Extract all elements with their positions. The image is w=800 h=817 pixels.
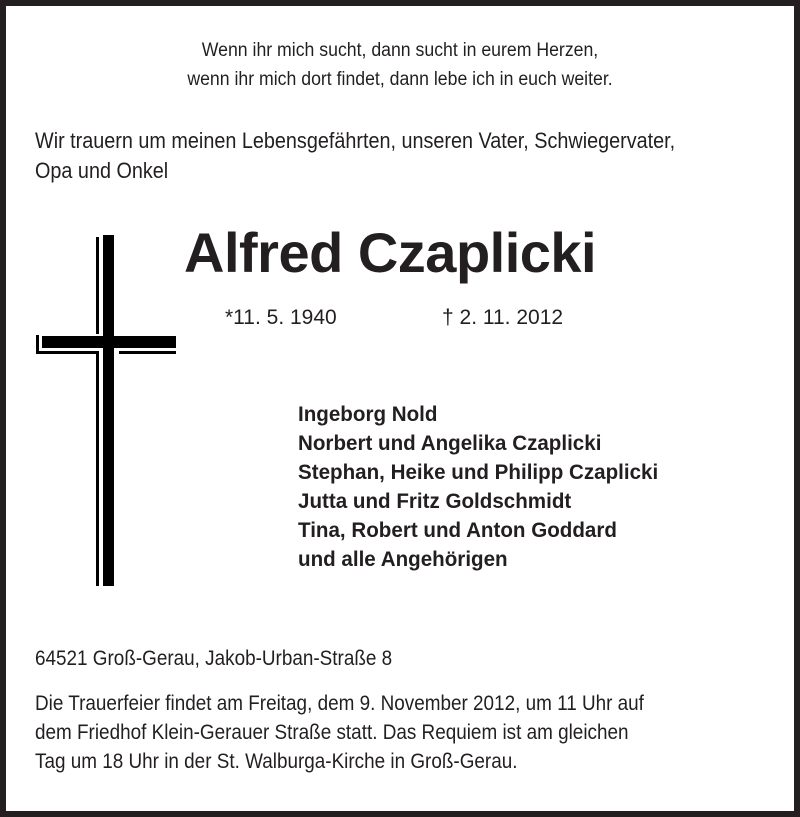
- mourner: Norbert und Angelika Czaplicki: [298, 432, 602, 455]
- motto-line: wenn ihr mich dort findet, dann lebe ich in euch weiter.: [187, 69, 613, 90]
- mourner: Jutta und Fritz Goldschmidt: [298, 490, 572, 513]
- ceremony-line: dem Friedhof Klein-Gerauer Straße statt. Das Requiem ist am gleichen: [35, 721, 629, 744]
- cross-icon: [6, 6, 206, 606]
- death-date: † 2. 11. 2012: [442, 306, 564, 329]
- mourner: Ingeborg Nold: [298, 403, 438, 426]
- birth-date: *11. 5. 1940: [225, 306, 337, 329]
- intro-line: Wir trauern um meinen Lebensgefährten, unseren Vater, Schwiegervater,: [35, 128, 676, 153]
- mourners-list: [298, 400, 666, 574]
- deceased-name: Alfred Czaplicki: [184, 221, 597, 284]
- mourner: Stephan, Heike und Philipp Czaplicki: [298, 461, 659, 484]
- obituary-notice: [6, 6, 794, 811]
- intro-line: Opa und Onkel: [35, 158, 169, 183]
- mourner: Tina, Robert und Anton Goddard: [298, 519, 617, 542]
- ceremony-line: Tag um 18 Uhr in der St. Walburga-Kirche in Groß-Gerau.: [35, 750, 518, 773]
- ceremony-info: [35, 689, 644, 776]
- mourner: und alle Angehörigen: [298, 548, 508, 571]
- ceremony-line: Die Trauerfeier findet am Freitag, dem 9. November 2012, um 11 Uhr auf: [35, 692, 644, 715]
- motto-line: Wenn ihr mich sucht, dann sucht in eurem Herzen,: [201, 40, 599, 61]
- family-address: 64521 Groß-Gerau, Jakob-Urban-Straße 8: [35, 647, 393, 670]
